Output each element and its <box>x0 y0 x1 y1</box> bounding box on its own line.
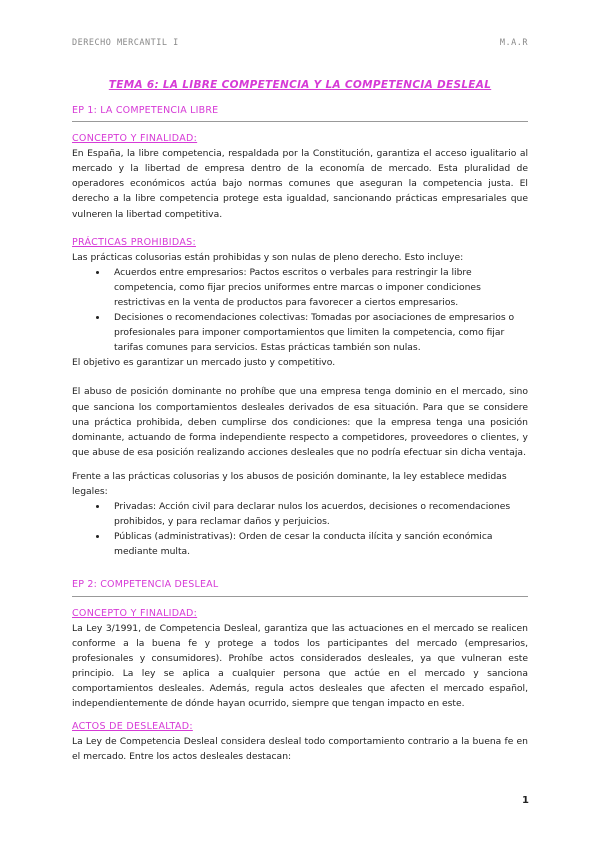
page-title: TEMA 6: LA LIBRE COMPETENCIA Y LA COMPETENCIA DESLEAL <box>108 79 492 91</box>
paragraph-concepto-ep1: En España, la libre competencia, respaldada por la Constitución, garantiza el acceso igualitario al mercado y la libertad de empresa dentro de la economía de mercado. Esta pluralidad de operadores económicos actúa bajo normas comunes que aseguran la competencia justa. El derecho a la libre competencia protege esta igualdad, sancionando prácticas empresariales que vulneren la libertad competitiva. <box>72 148 528 220</box>
subheading-practicas: PRÁCTICAS PROHIBIDAS: <box>72 236 196 248</box>
paragraph-practicas-outro: El objetivo es garantizar un mercado justo y competitivo. <box>72 357 336 369</box>
subheading-actos: ACTOS DE DESLEALTAD: <box>72 721 193 733</box>
section-heading-ep1: EP 1: LA COMPETENCIA LIBRE <box>72 103 528 122</box>
document-body <box>72 78 528 764</box>
list-item: • Decisiones o recomendaciones colectivas: Tomadas por asociaciones de empresarios o profesionales para imponer comportamientos que limiten la competencia, como fijar tarifas comunes para servicios. Estas prácticas también son nulas. <box>108 310 528 355</box>
paragraph-actos: La Ley de Competencia Desleal considera desleal todo comportamiento contrario a la buena fe en el mercado. Entre los actos desleales destacan: <box>72 736 528 763</box>
list-item: • Públicas (administrativas): Orden de cesar la conducta ilícita y sanción económica mediante multa. <box>108 529 528 559</box>
list-item: • Privadas: Acción civil para declarar nulos los acuerdos, decisiones o recomendaciones prohibidos, y para reclamar daños y perjuicios. <box>108 499 528 529</box>
page-header <box>72 38 528 48</box>
list-practicas <box>72 265 528 356</box>
page-number: 1 <box>522 795 529 806</box>
list-medidas <box>72 499 528 559</box>
subheading-concepto-ep1: CONCEPTO Y FINALIDAD: <box>72 133 198 145</box>
paragraph-practicas-intro: Las prácticas colusorias están prohibidas y son nulas de pleno derecho. Esto incluye: <box>72 251 464 263</box>
header-subject: DERECHO MERCANTIL I <box>72 38 179 48</box>
paragraph-medidas-intro: Frente a las prácticas colusorias y los abusos de posición dominante, la ley establece medidas legales: <box>72 470 507 497</box>
paragraph-abuso: El abuso de posición dominante no prohíbe que una empresa tenga dominio en el mercado, sino que sanciona los comportamientos desleales derivados de esa situación. Para que se considere una práctica prohibida, deben cumplirse dos condiciones: que la empresa tenga una posición dominante, actuando de forma independiente respecto a competidores, proveedores o clientes, y que abuse de esa posición realizando acciones desleales que no podría efectuar sin dicha ventaja. <box>72 386 528 458</box>
header-author: M.A.R <box>499 38 528 48</box>
subheading-concepto-ep2: CONCEPTO Y FINALIDAD: <box>72 607 198 619</box>
paragraph-concepto-ep2: La Ley 3/1991, de Competencia Desleal, garantiza que las actuaciones en el mercado se realicen conforme a la buena fe y protege a todos los participantes del mercado (empresarios, profesionales y consumidores). Prohíbe actos considerados desleales, ya que vulneran este principio. La ley se aplica a cualquier persona que actúe en el mercado y sanciona comportamientos desleales. Además, regula actos desleales que afecten el mercado español, independientemente de dónde hayan ocurrido, siempre que tengan impacto en este. <box>72 622 528 709</box>
section-heading-ep2: EP 2: COMPETENCIA DESLEAL <box>72 577 528 596</box>
list-item: • Acuerdos entre empresarios: Pactos escritos o verbales para restringir la libre competencia, como fijar precios uniformes entre marcas o imponer condiciones restrictivas en la venta de productos para favorecer a ciertos empresarios. <box>108 265 528 310</box>
